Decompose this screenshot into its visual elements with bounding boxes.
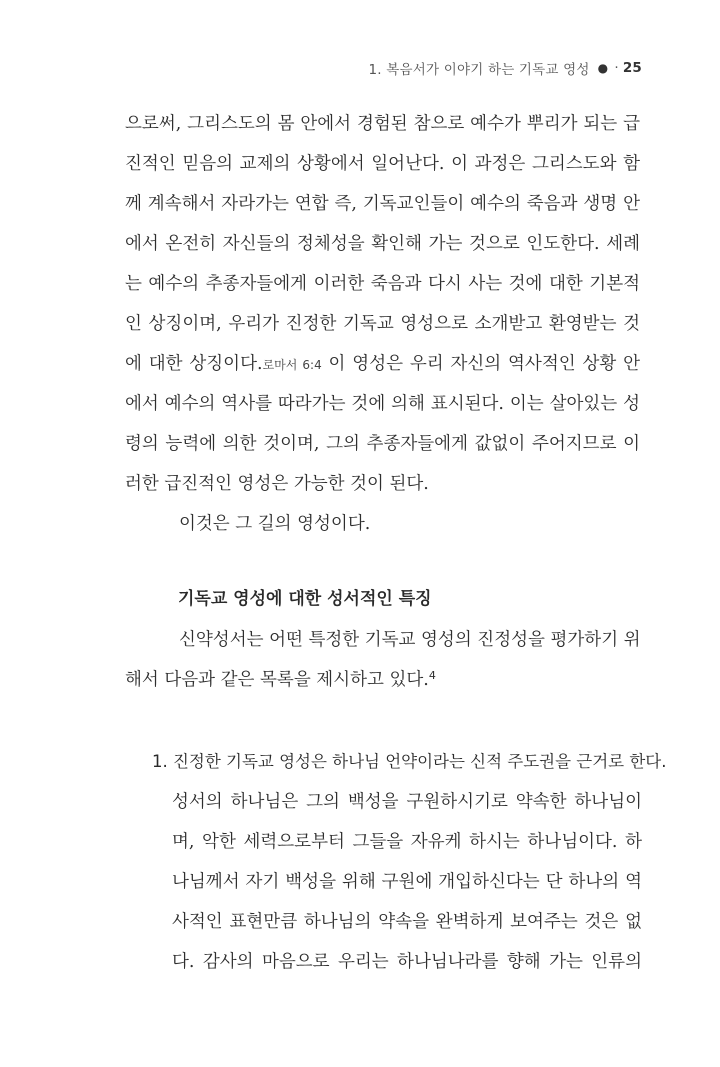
footnote-marker: 4 bbox=[428, 669, 436, 682]
list-line: 나님께서 자기 백성을 위해 구원에 개입하신다는 단 하나의 역 bbox=[172, 872, 642, 892]
scripture-reference: 로마서 6:4 bbox=[262, 358, 322, 372]
list-line: 며, 악한 세력으로부터 그들을 자유케 하시는 하나님이다. 하 bbox=[172, 832, 642, 852]
paragraph-line: 러한 급진적인 영성은 가능한 것이 된다. bbox=[125, 474, 429, 494]
list-item-1 bbox=[152, 742, 667, 982]
section-heading: 기독교 영성에 대한 성서적인 특징 bbox=[178, 589, 432, 609]
line-text: 해서 다음과 같은 목록을 제시하고 있다. bbox=[125, 670, 429, 690]
paragraph-2: 이것은 그 길의 영성이다. bbox=[179, 514, 371, 534]
paragraph-line: 에서 예수의 역사를 따라가는 것에 의해 표시된다. 이는 살아있는 성 bbox=[125, 394, 640, 414]
header-separator: · bbox=[614, 60, 619, 76]
line-text: 이 영성은 우리 자신의 역사적인 상황 안 bbox=[321, 354, 641, 374]
list-line: 다. 감사의 마음으로 우리는 하나님나라를 향해 가는 인류의 bbox=[172, 952, 642, 972]
paragraph-line: 진적인 믿음의 교제의 상황에서 일어난다. 이 과정은 그리스도와 함 bbox=[125, 154, 640, 174]
list-line: 사적인 표현만큼 하나님의 약속을 완벽하게 보여주는 것은 없 bbox=[172, 912, 642, 932]
paragraph-line: 는 예수의 추종자들에게 이러한 죽음과 다시 사는 것에 대한 기본적 bbox=[125, 274, 640, 294]
paragraph-line: 신약성서는 어떤 특정한 기독교 영성의 진정성을 평가하기 위 bbox=[179, 630, 641, 650]
list-line: 성서의 하나님은 그의 백성을 구원하시기로 약속한 하나님이 bbox=[172, 792, 642, 812]
paragraph-3 bbox=[125, 620, 640, 700]
running-title: 1. 복음서가 이야기 하는 기독교 영성 bbox=[368, 62, 590, 78]
paragraph-line: 인 상징이며, 우리가 진정한 기독교 영성으로 소개받고 환영받는 것 bbox=[125, 314, 640, 334]
paragraph-line: 령의 능력에 의한 것이며, 그의 추종자들에게 값없이 주어지므로 이 bbox=[125, 434, 640, 454]
line-text: 에 대한 상징이다. bbox=[125, 354, 263, 374]
running-header bbox=[369, 58, 642, 78]
page-number: 25 bbox=[622, 60, 642, 76]
list-item-heading: 1. 진정한 기독교 영성은 하나님 언약이라는 신적 주도권을 근거로 한다. bbox=[152, 752, 667, 771]
header-bullet: ● bbox=[597, 61, 609, 75]
paragraph-line: 께 계속해서 자라가는 연합 즉, 기독교인들이 예수의 죽음과 생명 안 bbox=[125, 194, 640, 214]
paragraph-line: 으로써, 그리스도의 몸 안에서 경험된 참으로 예수가 뿌리가 되는 급 bbox=[125, 114, 640, 134]
paragraph-line-with-footnote bbox=[125, 660, 640, 700]
list-item-body bbox=[152, 782, 642, 982]
paragraph-line: 에서 온전히 자신들의 정체성을 확인해 가는 것으로 인도한다. 세례 bbox=[125, 234, 640, 254]
paragraph-line-with-reference bbox=[125, 344, 640, 384]
paragraph-1 bbox=[125, 104, 640, 544]
